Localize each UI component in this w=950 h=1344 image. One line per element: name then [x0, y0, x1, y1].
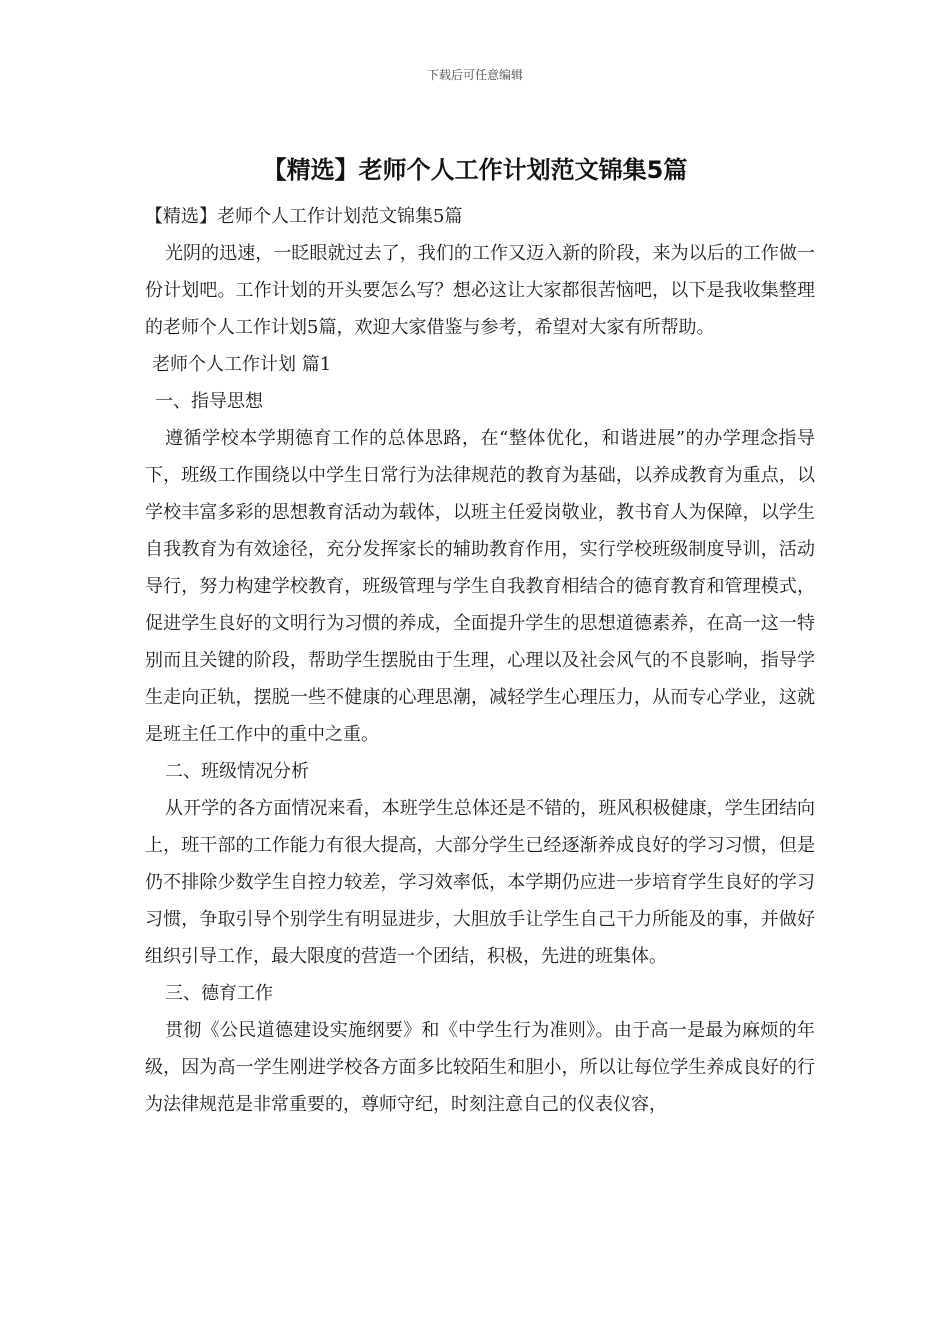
section-heading: 一、指导思想 [155, 391, 263, 412]
subtitle: 【精选】老师个人工作计划范文锦集5篇 [145, 206, 463, 227]
section-heading: 三、德育工作 [165, 983, 273, 1004]
document-body [145, 198, 815, 1123]
section-heading: 二、班级情况分析 [165, 761, 309, 782]
header-note: 下载后可任意编辑 [426, 68, 523, 82]
intro-paragraph: 光阴的迅速，一眨眼就过去了，我们的工作又迈入新的阶段，来为以后的工作做一份计划吧。工作计划的开头要怎么写？想必这让大家都很苦恼吧，以下是我收集整理的老师个人工作计划5篇，欢迎大家借鉴与参考，希望对大家有所帮助。 [145, 243, 815, 338]
page-title: 【精选】老师个人工作计划范文锦集5篇 [262, 156, 688, 184]
section-paragraph: 遵循学校本学期德育工作的总体思路，在“整体优化，和谐进展”的办学理念指导下，班级工作围绕以中学生日常行为法律规范的教育为基础，以养成教育为重点，以学校丰富多彩的思想教育活动为载体，以班主任爱岗敬业，教书育人为保障，以学生自我教育为有效途径，充分发挥家长的辅助教育作用，实行学校班级制度导训，活动导行，努力构建学校教育，班级管理与学生自我教育相结合的德育教育和管理模式，促进学生良好的文明行为习惯的养成，全面提升学生的思想道德素养，在高一这一特别而且关键的阶段，帮助学生摆脱由于生理，心理以及社会风气的不良影响，指导学生走向正轨，摆脱一些不健康的心理思潮，减轻学生心理压力，从而专心学业，这就是班主任工作中的重中之重。 [145, 428, 815, 745]
section-paragraph: 从开学的各方面情况来看，本班学生总体还是不错的，班风积极健康，学生团结向上，班干部的工作能力有很大提高，大部分学生已经逐渐养成良好的学习习惯，但是仍不排除少数学生自控力较差，学习效率低，本学期仍应进一步培育学生良好的学习习惯，争取引导个别学生有明显进步，大胆放手让学生自己干力所能及的事，并做好组织引导工作，最大限度的营造一个团结，积极，先进的班集体。 [145, 798, 815, 967]
article-heading: 老师个人工作计划 篇1 [152, 354, 332, 375]
section-paragraph: 贯彻《公民道德建设实施纲要》和《中学生行为准则》。由于高一是最为麻烦的年级，因为高一学生刚进学校各方面多比较陌生和胆小，所以让每位学生养成良好的行为法律规范是非常重要的，尊师守纪，时刻注意自己的仪表仪容， [145, 1020, 815, 1115]
